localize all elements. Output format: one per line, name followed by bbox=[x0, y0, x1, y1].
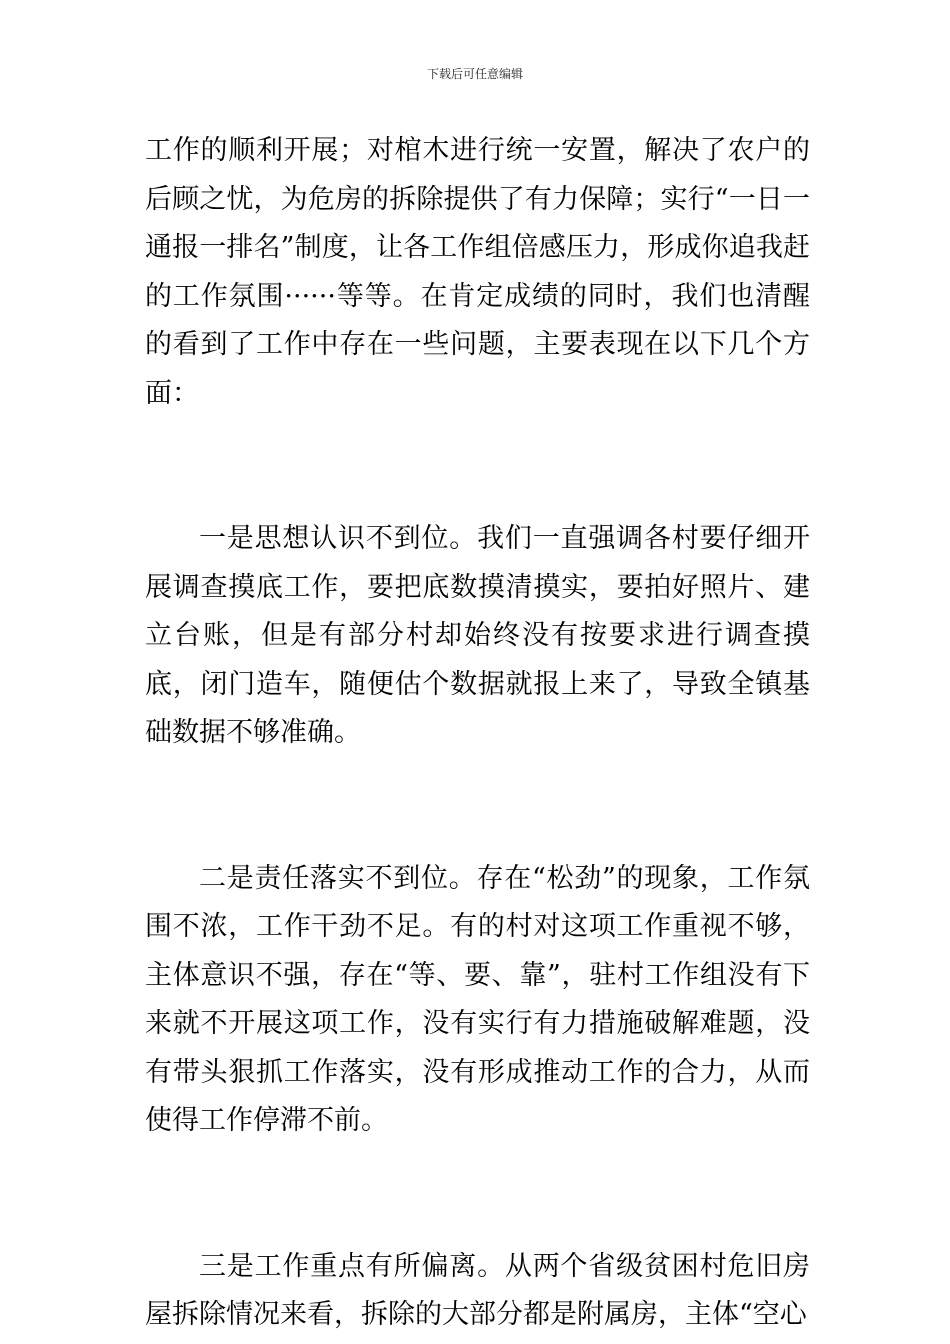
paragraph-continuation: 工作的顺利开展；对棺木进行统一安置，解决了农户的后顾之忧，为危房的拆除提供了有力保障；实行“一日一通报一排名”制度，让各工作组倍感压力，形成你追我赶的工作氛围······等等。在肯定成绩的同时，我们也清醒的看到了工作中存在一些问题，主要表现在以下几个方面： bbox=[145, 135, 810, 409]
paragraph-point-two: 二是责任落实不到位。存在“松劲”的现象，工作氛围不浓，工作干劲不足。有的村对这项工作重视不够，主体意识不强，存在“等、要、靠”，驻村工作组没有下来就不开展这项工作，没有实行有力措施破解难题，没有带头狠抓工作落实，没有形成推动工作的合力，从而使得工作停滞不前。 bbox=[145, 862, 810, 1136]
paragraph-point-three: 三是工作重点有所偏离。从两个省级贫困村危旧房屋拆除情况来看，拆除的大部分都是附属房，主体“空心 bbox=[145, 1250, 810, 1330]
paragraph-point-one: 一是思想认识不到位。我们一直强调各村要仔细开展调查摸底工作，要把底数摸清摸实，要拍好照片、建立台账，但是有部分村却始终没有按要求进行调查摸底，闭门造车，随便估个数据就报上来了，导致全镇基础数据不够准确。 bbox=[145, 523, 810, 748]
paragraph-gap bbox=[145, 1146, 810, 1243]
paragraph-gap bbox=[145, 758, 810, 855]
paragraph-gap bbox=[145, 418, 810, 515]
page-header: 下载后可任意编辑 bbox=[426, 67, 523, 81]
document-body bbox=[145, 127, 810, 1340]
